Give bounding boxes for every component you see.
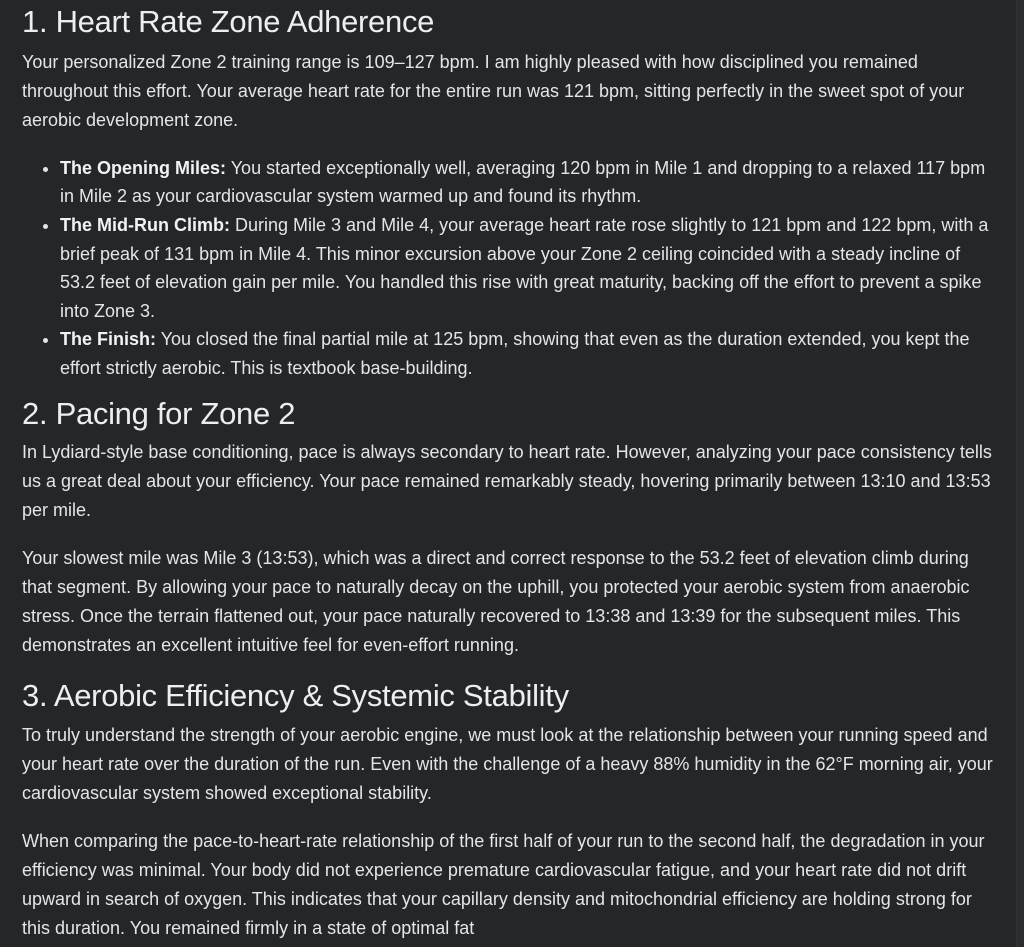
paragraph: When comparing the pace-to-heart-rate relationship of the first half of your run to the second half, the degradation in your efficiency was minimal. Your body did not experience premature cardiovascular fatigue, and your heart rate did not drift upward in search of oxygen. This indicates that your capillary density and mitochondrial efficiency are holding strong for this duration. You remained firmly in a state of optimal fat — [22, 831, 985, 938]
bullet-list — [22, 154, 1000, 383]
list-item-title: The Finish: — [60, 329, 156, 350]
paragraph: In Lydiard-style base conditioning, pace is always secondary to heart rate. However, analyzing your pace consistency tells us a great deal about your efficiency. Your pace remained remarkably steady, hovering primarily between 13:10 and 13:53 per mile. — [22, 442, 992, 521]
paragraph: Your slowest mile was Mile 3 (13:53), which was a direct and correct response to the 53.2 feet of elevation climb during that segment. By allowing your pace to naturally decay on the uphill, you protected your aerobic system from anaerobic stress. Once the terrain flattened out, your pace naturally recovered to 13:38 and 13:39 for the subsequent miles. This demonstrates an excellent intuitive feel for even-effort running. — [22, 548, 970, 656]
list-item-text: You started exceptionally well, averaging 120 bpm in Mile 1 and dropping to a relaxed 117 bpm in Mile 2 as your cardiovascular system warmed up and found its rhythm. — [60, 157, 986, 207]
paragraph: Your personalized Zone 2 training range is 109–127 bpm. I am highly pleased with how disciplined you remained throughout this effort. Your average heart rate for the entire run was 121 bpm, sitting perfectly in the sweet spot of your aerobic development zone. — [22, 51, 965, 130]
section-heading-aerobic-efficiency: 3. Aerobic Efficiency & Systemic Stability — [22, 678, 569, 714]
list-item-text: You closed the final partial mile at 125 bpm, showing that even as the duration extended, you kept the effort strictly aerobic. This is textbook base-building. — [60, 329, 970, 378]
paragraph: To truly understand the strength of your aerobic engine, we must look at the relationship between your running speed and your heart rate over the duration of the run. Even with the challenge of a heavy 88% humidity in the 62°F morning air, your cardiovascular system showed exceptional stability. — [22, 725, 993, 803]
list-item — [60, 325, 1000, 382]
section-heading-heart-rate: 1. Heart Rate Zone Adherence — [22, 4, 435, 39]
list-item-title: The Opening Miles: — [60, 157, 227, 178]
list-item-title: The Mid-Run Climb: — [60, 214, 230, 235]
list-item-text: During Mile 3 and Mile 4, your average heart rate rose slightly to 121 bpm and 122 bpm, with a brief peak of 131 bpm in Mile 4. This minor excursion above your Zone 2 ceiling coincided with a steady incline of 53.2 feet of elevation gain per mile. You handled this rise with great maturity, backing off the effort to prevent a spike into Zone 3. — [60, 214, 989, 321]
scrollbar-track[interactable] — [1016, 0, 1024, 947]
list-item — [60, 154, 1000, 211]
section-heading-pacing: 2. Pacing for Zone 2 — [22, 395, 296, 431]
list-item — [60, 211, 1000, 325]
